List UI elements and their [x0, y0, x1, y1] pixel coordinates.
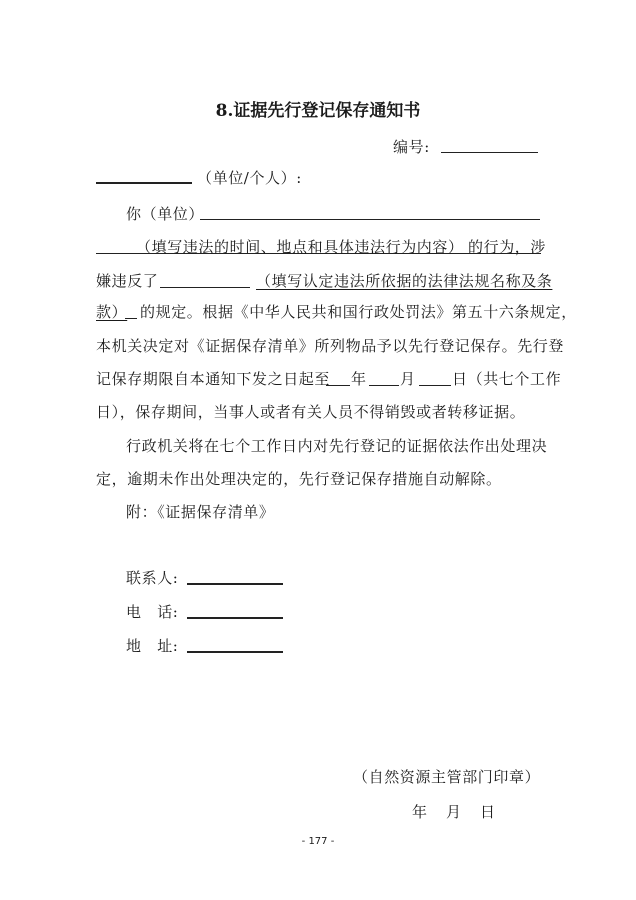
date-text: 年 月 日	[412, 803, 498, 821]
number-field[interactable]	[441, 152, 538, 153]
year-field[interactable]	[326, 385, 350, 386]
para1-line2-head: 嫌违反了	[96, 272, 159, 290]
number-label: 编号:	[393, 138, 430, 156]
para1-line3: 的规定。根据《中华人民共和国行政处罚法》第五十六条规定，	[140, 303, 577, 321]
para1-line4: 本机关决定对《证据保存清单》所列物品予以先行登记保存。先行登	[96, 337, 565, 355]
para1-line1-tail: 的行为，涉	[468, 238, 547, 256]
contact-label: 联系人:	[126, 569, 179, 587]
phone-label: 电 话:	[126, 603, 179, 621]
document-title: 8.证据先行登记保存通知书	[215, 101, 421, 121]
phone-field[interactable]	[187, 617, 283, 619]
day-field[interactable]	[419, 385, 451, 386]
year-label: 年	[351, 370, 367, 388]
address-label: 地 址:	[126, 637, 179, 655]
day-label: 日（共七个工作	[452, 370, 562, 388]
attachment-note: 附：《证据保存清单》	[126, 503, 275, 521]
law-fill-line-a[interactable]	[160, 287, 250, 288]
month-label: 月	[400, 370, 416, 388]
law-fill-line-b[interactable]	[125, 318, 137, 319]
para2-line2: 定，逾期未作出处理决定的，先行登记保存措施自动解除。	[96, 470, 502, 488]
seal-text: （自然资源主管部门印章）	[353, 768, 541, 786]
you-field[interactable]	[200, 219, 540, 220]
para1-line6: 日），保存期间，当事人或者有关人员不得销毁或者转移证据。	[96, 403, 526, 421]
para1-line5-head: 记保存期限自本通知下发之日起至	[96, 370, 331, 388]
violation-fill-hint: （填写违法的时间、地点和具体违法行为内容）	[136, 238, 464, 256]
page-number: - 177 -	[301, 836, 335, 847]
law-fill-hint-b: 款）	[96, 303, 128, 321]
law-fill-hint-a: （填写认定违法所依据的法律法规名称及条	[256, 272, 553, 290]
you-label: 你（单位）	[126, 205, 205, 223]
recipient-suffix: （单位/个人）:	[197, 169, 302, 187]
contact-field[interactable]	[187, 583, 283, 585]
para2-line1: 行政机关将在七个工作日内对先行登记的证据依法作出处理决	[126, 437, 548, 455]
recipient-field[interactable]	[96, 182, 192, 184]
month-field[interactable]	[369, 385, 399, 386]
address-field[interactable]	[187, 651, 283, 653]
